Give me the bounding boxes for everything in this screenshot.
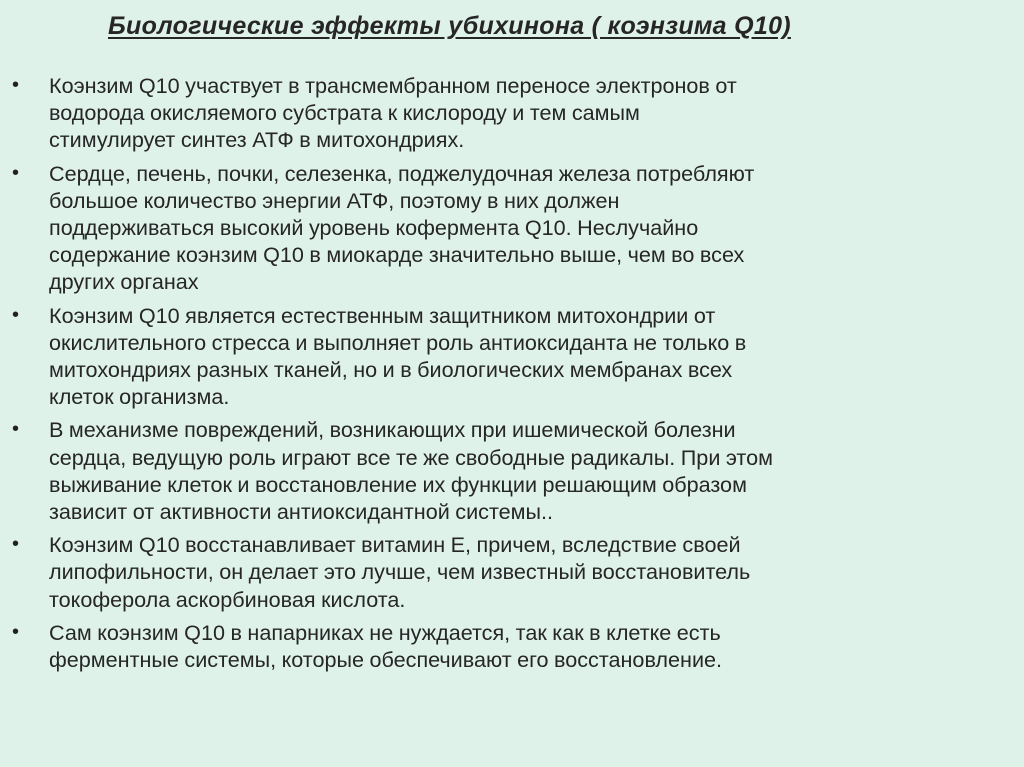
bullet-text: Коэнзим Q10 восстанавливает витамин Е, причем, вследствие своей липофильности, он делает это лучше, чем известный восстановитель токоферола аскорбиновая кислота. [49, 532, 751, 612]
bullet-text: Сам коэнзим Q10 в напарниках не нуждается, так как в клетке есть ферментные системы, которые обеспечивают его восстановление. [49, 619, 723, 673]
bullet-list [10, 72, 1010, 679]
bullet-dot-icon: • [12, 533, 20, 556]
bullet-text: В механизме повреждений, возникающих при ишемической болезни сердца, ведущую роль играют все те же свободные радикалы. При этом выживание клеток и восстановление их функции решающим образом зависит от активности антиоксидантной системы.. [49, 417, 773, 525]
list-item [10, 302, 1010, 411]
bullet-text: Сердце, печень, почки, селезенка, поджелудочная железа потребляют большое количество энергии АТФ, поэтому в них должен поддерживаться высокий уровень кофермента Q10. Неслучайно содержание коэнзим Q10 в миокарде значительно выше, чем во всех других органах [49, 160, 755, 295]
bullet-dot-icon: • [12, 161, 20, 184]
bullet-dot-icon: • [12, 418, 20, 441]
bullet-dot-icon: • [12, 303, 20, 326]
slide-title: Биологические эффекты убихинона ( коэнзима Q10) [108, 12, 791, 40]
list-item [10, 619, 1010, 673]
list-item [10, 416, 1010, 525]
bullet-text: Коэнзим Q10 участвует в трансмембранном переносе электронов от водорода окисляемого субстрата к кислороду и тем самым стимулирует синтез АТФ в митохондриях. [49, 73, 737, 153]
list-item [10, 531, 1010, 613]
list-item [10, 72, 1010, 154]
bullet-text: Коэнзим Q10 является естественным защитником митохондрии от окислительного стресса и выполняет роль антиоксиданта не только в митохондриях разных тканей, но и в биологических мембранах всех клеток организма. [49, 302, 747, 410]
bullet-dot-icon: • [12, 74, 20, 96]
bullet-dot-icon: • [12, 620, 20, 643]
list-item [10, 160, 1010, 296]
